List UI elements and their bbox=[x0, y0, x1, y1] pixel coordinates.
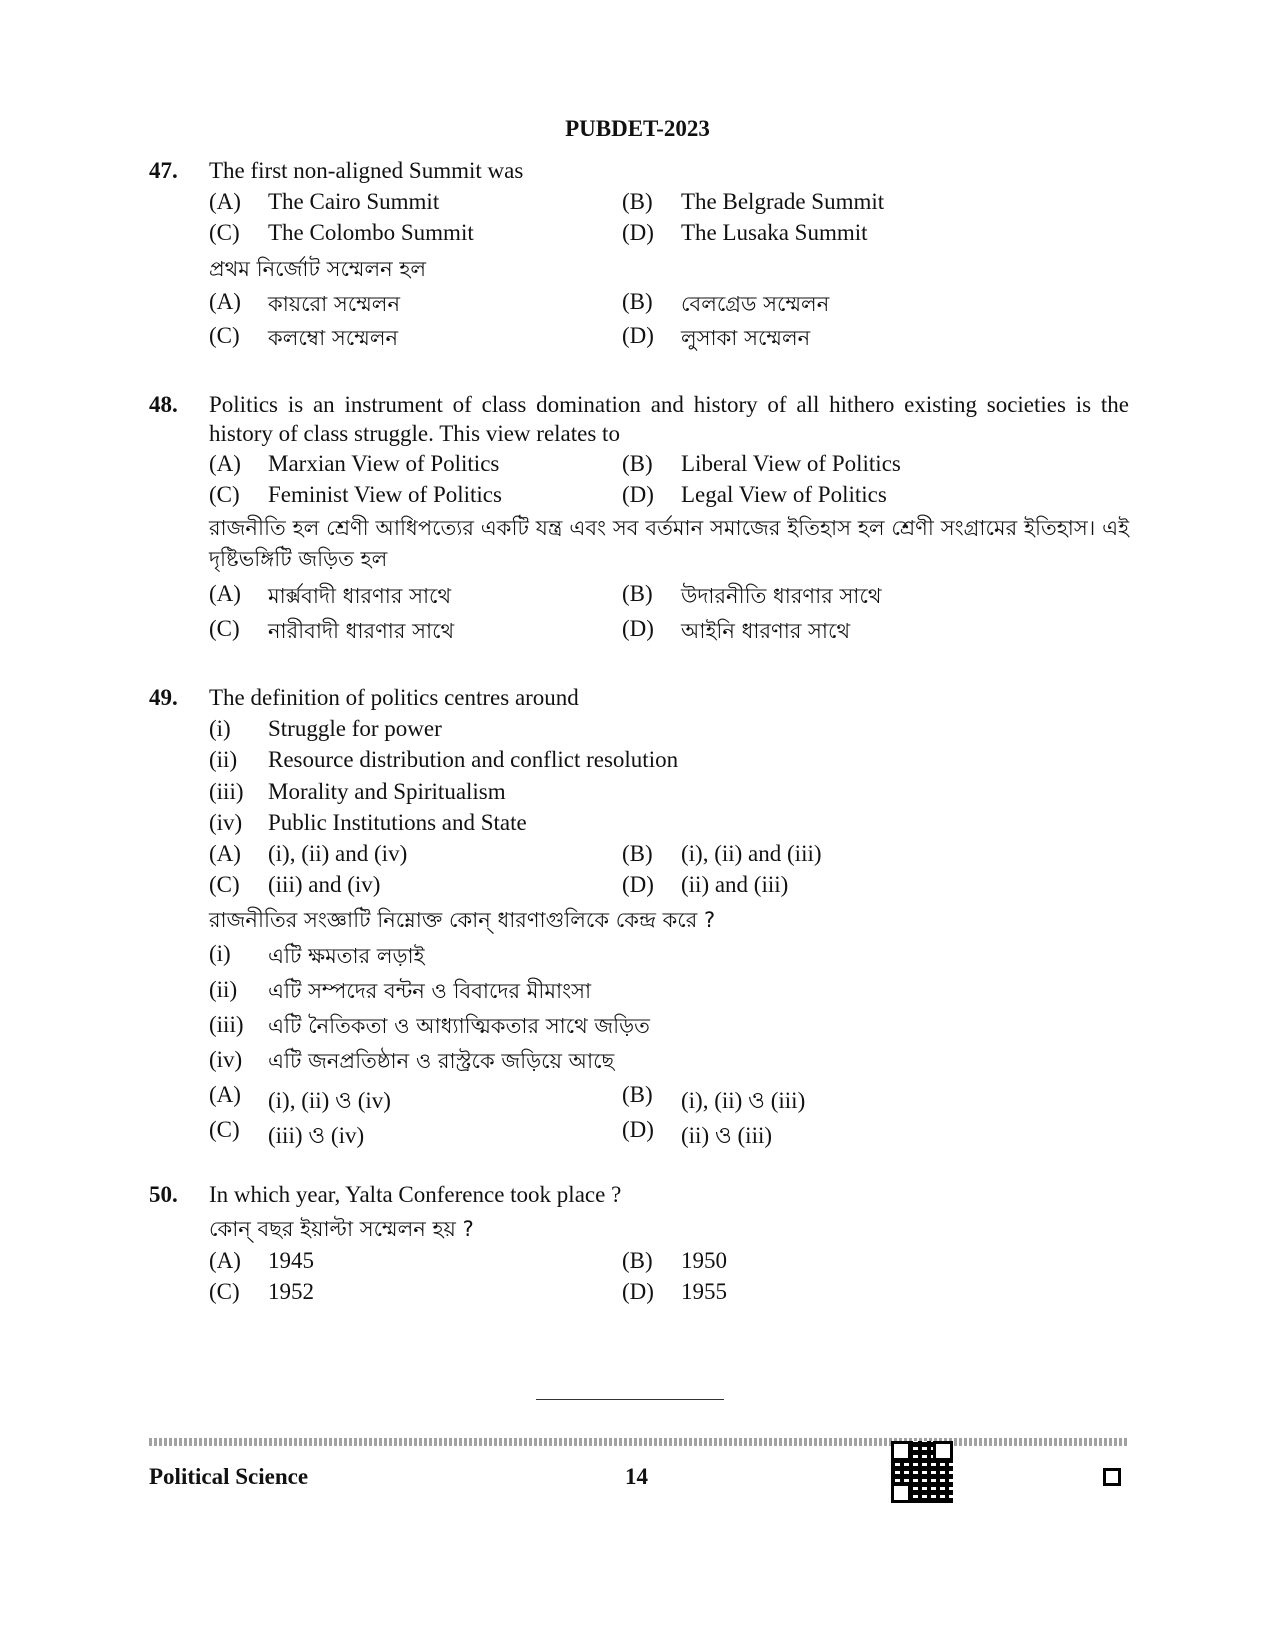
item-label: (iii) bbox=[209, 779, 244, 804]
option-label: (B) bbox=[622, 1248, 653, 1273]
question-text-bn: কোন্ বছর ইয়াল্টা সম্মেলন হয় ? bbox=[209, 1217, 474, 1241]
option-text: (ii) ও (iii) bbox=[681, 1123, 773, 1148]
option-label: (B) bbox=[622, 451, 653, 476]
confidential-strip bbox=[149, 1438, 1129, 1446]
option-label: (D) bbox=[622, 482, 654, 507]
option-text: কায়রো সম্মেলন bbox=[268, 292, 400, 316]
option-label: (C) bbox=[209, 1279, 240, 1304]
option-text: 1952 bbox=[268, 1279, 314, 1304]
option-label: (C) bbox=[209, 616, 240, 641]
option-text: The Colombo Summit bbox=[268, 220, 474, 245]
option-text: বেলগ্রেড সম্মেলন bbox=[681, 292, 830, 316]
option-text: উদারনীতি ধারণার সাথে bbox=[681, 584, 882, 608]
option-label: (B) bbox=[622, 1082, 653, 1107]
footer-page-number: 14 bbox=[625, 1464, 648, 1489]
option-label: (A) bbox=[209, 189, 241, 214]
item-text: এটি সম্পদের বন্টন ও বিবাদের মীমাংসা bbox=[268, 979, 592, 1003]
option-text: 1950 bbox=[681, 1248, 727, 1273]
option-label: (C) bbox=[209, 323, 240, 348]
option-text: (iii) ও (iv) bbox=[268, 1123, 365, 1148]
question-text-bn: রাজনীতি হল শ্রেণী আধিপত্যের একটি যন্ত্র এবং সব বর্তমান সমাজের ইতিহাস হল শ্রেণী সংগ্রামের ইতিহাস। এই দৃষ্টিভঙ্গিটি জড়িত হল bbox=[209, 516, 1129, 571]
option-text: (i), (ii) ও (iii) bbox=[681, 1088, 806, 1113]
option-text: The Lusaka Summit bbox=[681, 220, 868, 245]
question-text-en: In which year, Yalta Conference took place ? bbox=[209, 1182, 622, 1207]
option-text: Feminist View of Politics bbox=[268, 482, 502, 507]
item-text: এটি ক্ষমতার লড়াই bbox=[268, 944, 425, 968]
page-header-title: PUBDET-2023 bbox=[565, 116, 710, 141]
option-label: (D) bbox=[622, 220, 654, 245]
item-label: (i) bbox=[209, 716, 231, 741]
question-text-en: The first non-aligned Summit was bbox=[209, 158, 524, 183]
option-label: (D) bbox=[622, 1279, 654, 1304]
option-text: The Belgrade Summit bbox=[681, 189, 885, 214]
option-text: Liberal View of Politics bbox=[681, 451, 901, 476]
option-label: (A) bbox=[209, 581, 241, 606]
item-text: এটি নৈতিকতা ও আধ্যাত্মিকতার সাথে জড়িত bbox=[268, 1014, 650, 1038]
question-text-bn: রাজনীতির সংজ্ঞাটি নিম্নোক্ত কোন্ ধারণাগুলিকে কেন্দ্র করে ? bbox=[209, 908, 716, 932]
item-text: Resource distribution and conflict resolution bbox=[268, 747, 679, 772]
option-label: (C) bbox=[209, 220, 240, 245]
item-text: Public Institutions and State bbox=[268, 810, 527, 835]
question-number: 50. bbox=[149, 1182, 178, 1207]
qr-finder-icon bbox=[933, 1441, 953, 1461]
item-label: (ii) bbox=[209, 747, 238, 772]
option-text: The Cairo Summit bbox=[268, 189, 440, 214]
option-text: Marxian View of Politics bbox=[268, 451, 500, 476]
option-label: (A) bbox=[209, 451, 241, 476]
option-label: (D) bbox=[622, 872, 654, 897]
option-label: (A) bbox=[209, 289, 241, 314]
option-text: 1945 bbox=[268, 1248, 314, 1273]
qr-finder-icon bbox=[891, 1441, 911, 1461]
qr-code-icon bbox=[891, 1441, 953, 1503]
item-label: (iv) bbox=[209, 810, 243, 835]
option-label: (A) bbox=[209, 841, 241, 866]
item-label: (ii) bbox=[209, 977, 238, 1002]
question-text-en: Politics is an instrument of class domination and history of all hithero existing societies is the history of class struggle. This view relates to bbox=[209, 392, 1129, 446]
question-number: 49. bbox=[149, 685, 178, 710]
end-separator-line bbox=[536, 1399, 724, 1400]
option-text: নারীবাদী ধারণার সাথে bbox=[268, 619, 455, 643]
qr-finder-icon bbox=[891, 1483, 911, 1503]
item-text: Struggle for power bbox=[268, 716, 442, 741]
option-label: (D) bbox=[622, 323, 654, 348]
footer-subject: Political Science bbox=[149, 1464, 309, 1489]
option-label: (C) bbox=[209, 1117, 240, 1142]
option-text: (i), (ii) and (iii) bbox=[681, 841, 822, 866]
square-marker-icon bbox=[1103, 1468, 1121, 1486]
option-label: (B) bbox=[622, 289, 653, 314]
option-label: (B) bbox=[622, 189, 653, 214]
option-label: (D) bbox=[622, 1117, 654, 1142]
question-number: 47. bbox=[149, 158, 178, 183]
option-label: (C) bbox=[209, 872, 240, 897]
option-label: (C) bbox=[209, 482, 240, 507]
option-text: আইনি ধারণার সাথে bbox=[681, 619, 851, 643]
option-text: মার্ক্সবাদী ধারণার সাথে bbox=[268, 584, 452, 608]
item-label: (iii) bbox=[209, 1012, 244, 1037]
option-text: Legal View of Politics bbox=[681, 482, 887, 507]
option-label: (D) bbox=[622, 616, 654, 641]
item-label: (i) bbox=[209, 941, 231, 966]
option-text: (ii) and (iii) bbox=[681, 872, 789, 897]
option-label: (A) bbox=[209, 1248, 241, 1273]
option-label: (B) bbox=[622, 841, 653, 866]
question-text-bn: প্রথম নির্জোট সম্মেলন হল bbox=[209, 257, 427, 281]
option-label: (A) bbox=[209, 1082, 241, 1107]
option-text: 1955 bbox=[681, 1279, 727, 1304]
option-text: (iii) and (iv) bbox=[268, 872, 381, 897]
item-label: (iv) bbox=[209, 1047, 243, 1072]
option-text: লুসাকা সম্মেলন bbox=[681, 326, 811, 350]
question-text-en: The definition of politics centres around bbox=[209, 685, 579, 710]
question-number: 48. bbox=[149, 392, 178, 417]
item-text: Morality and Spiritualism bbox=[268, 779, 506, 804]
option-label: (B) bbox=[622, 581, 653, 606]
option-text: কলম্বো সম্মেলন bbox=[268, 326, 398, 350]
option-text: (i), (ii) and (iv) bbox=[268, 841, 408, 866]
option-text: (i), (ii) ও (iv) bbox=[268, 1088, 391, 1113]
item-text: এটি জনপ্রতিষ্ঠান ও রাস্ট্রকে জড়িয়ে আছে bbox=[268, 1049, 615, 1073]
